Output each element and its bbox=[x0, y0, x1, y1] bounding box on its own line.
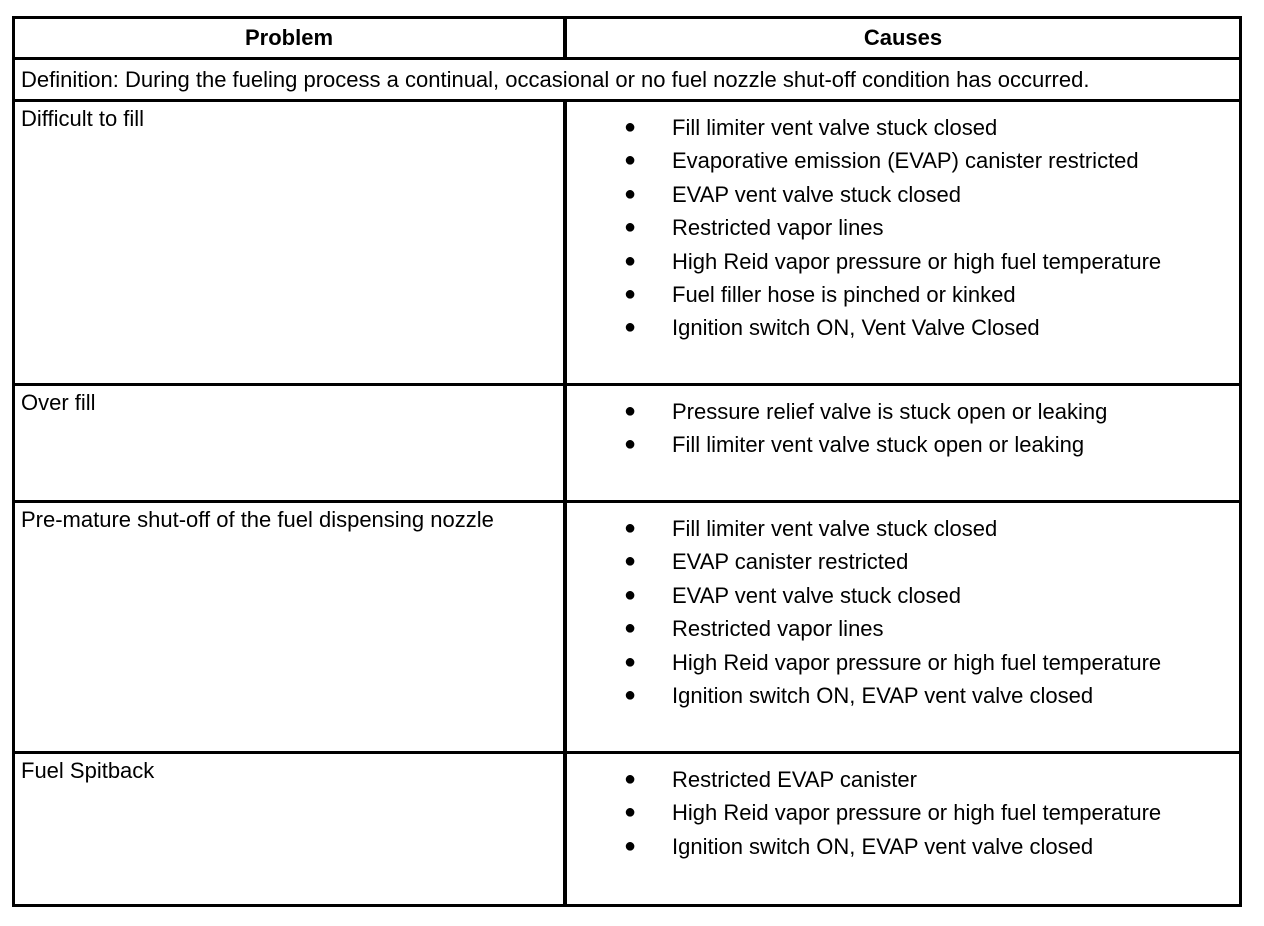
bullet-icon: ● bbox=[624, 249, 637, 272]
causes-list bbox=[567, 386, 1239, 462]
cause-text: Ignition switch ON, Vent Valve Closed bbox=[672, 315, 1040, 341]
causes-list bbox=[567, 503, 1239, 712]
cause-item bbox=[567, 111, 1239, 144]
bullet-icon: ● bbox=[624, 316, 637, 339]
cause-text: Restricted EVAP canister bbox=[672, 767, 917, 792]
cause-text: High Reid vapor pressure or high fuel temperature bbox=[672, 248, 1162, 274]
cause-text: EVAP canister restricted bbox=[672, 549, 909, 575]
bullet-icon: ● bbox=[624, 182, 637, 205]
problem-column-header: Problem bbox=[15, 19, 567, 57]
bullet-icon: ● bbox=[624, 650, 637, 673]
cause-text: Fill limiter vent valve stuck closed bbox=[672, 115, 998, 140]
problem-cell: Over fill bbox=[15, 386, 567, 500]
cause-item bbox=[567, 512, 1239, 545]
cause-item bbox=[567, 545, 1239, 578]
cause-text: EVAP vent valve stuck closed bbox=[672, 582, 961, 608]
bullet-icon: ● bbox=[624, 550, 637, 573]
bullet-icon: ● bbox=[624, 116, 637, 138]
bullet-icon: ● bbox=[624, 617, 637, 640]
cause-text: Ignition switch ON, EVAP vent valve closed bbox=[672, 833, 1094, 859]
cause-item bbox=[567, 178, 1239, 211]
cause-item bbox=[567, 579, 1239, 612]
cause-item bbox=[567, 245, 1239, 278]
table-row bbox=[15, 503, 1239, 754]
bullet-icon: ● bbox=[624, 801, 637, 824]
cause-text: EVAP vent valve stuck closed bbox=[672, 181, 961, 207]
bullet-icon: ● bbox=[624, 768, 637, 790]
cause-item bbox=[567, 311, 1239, 344]
cause-text: Fill limiter vent valve stuck closed bbox=[672, 516, 998, 541]
bullet-icon: ● bbox=[624, 433, 637, 456]
bullet-icon: ● bbox=[624, 216, 637, 239]
cause-text: Restricted vapor lines bbox=[672, 616, 884, 642]
causes-cell bbox=[567, 102, 1239, 383]
table-row bbox=[15, 386, 1239, 503]
cause-item bbox=[567, 211, 1239, 244]
causes-list bbox=[567, 754, 1239, 863]
bullet-icon: ● bbox=[624, 282, 637, 305]
definition-row: Definition: During the fueling process a continual, occasional or no fuel nozzle shut-off condition has occurred. bbox=[15, 60, 1239, 102]
problem-cell: Pre-mature shut-off of the fuel dispensing nozzle bbox=[15, 503, 567, 751]
causes-cell bbox=[567, 386, 1239, 500]
bullet-icon: ● bbox=[624, 149, 637, 172]
cause-item bbox=[567, 612, 1239, 645]
cause-item bbox=[567, 144, 1239, 177]
bullet-icon: ● bbox=[624, 400, 637, 422]
cause-item bbox=[567, 395, 1239, 428]
cause-item bbox=[567, 763, 1239, 796]
table-row bbox=[15, 754, 1239, 904]
problem-cell: Fuel Spitback bbox=[15, 754, 567, 904]
cause-text: High Reid vapor pressure or high fuel temperature bbox=[672, 800, 1162, 826]
table-row bbox=[15, 102, 1239, 386]
causes-list bbox=[567, 102, 1239, 345]
causes-cell bbox=[567, 754, 1239, 904]
header-row bbox=[15, 19, 1239, 60]
cause-text: Ignition switch ON, EVAP vent valve closed bbox=[672, 682, 1094, 708]
cause-item bbox=[567, 830, 1239, 863]
causes-column-header: Causes bbox=[863, 25, 943, 50]
cause-item bbox=[567, 796, 1239, 829]
cause-text: Fill limiter vent valve stuck open or leaking bbox=[672, 432, 1085, 458]
cause-text: Evaporative emission (EVAP) canister restricted bbox=[672, 148, 1139, 174]
causes-cell bbox=[567, 503, 1239, 751]
problem-cell: Difficult to fill bbox=[15, 102, 567, 383]
bullet-icon: ● bbox=[624, 834, 637, 857]
cause-text: Restricted vapor lines bbox=[672, 215, 884, 241]
bullet-icon: ● bbox=[624, 517, 637, 539]
cause-text: High Reid vapor pressure or high fuel temperature bbox=[672, 649, 1162, 675]
cause-item bbox=[567, 646, 1239, 679]
diagnosis-table bbox=[12, 16, 1242, 907]
cause-text: Pressure relief valve is stuck open or leaking bbox=[672, 399, 1108, 424]
cause-text: Fuel filler hose is pinched or kinked bbox=[672, 281, 1016, 307]
bullet-icon: ● bbox=[624, 583, 637, 606]
bullet-icon: ● bbox=[624, 683, 637, 706]
cause-item bbox=[567, 679, 1239, 712]
cause-item bbox=[567, 428, 1239, 461]
cause-item bbox=[567, 278, 1239, 311]
